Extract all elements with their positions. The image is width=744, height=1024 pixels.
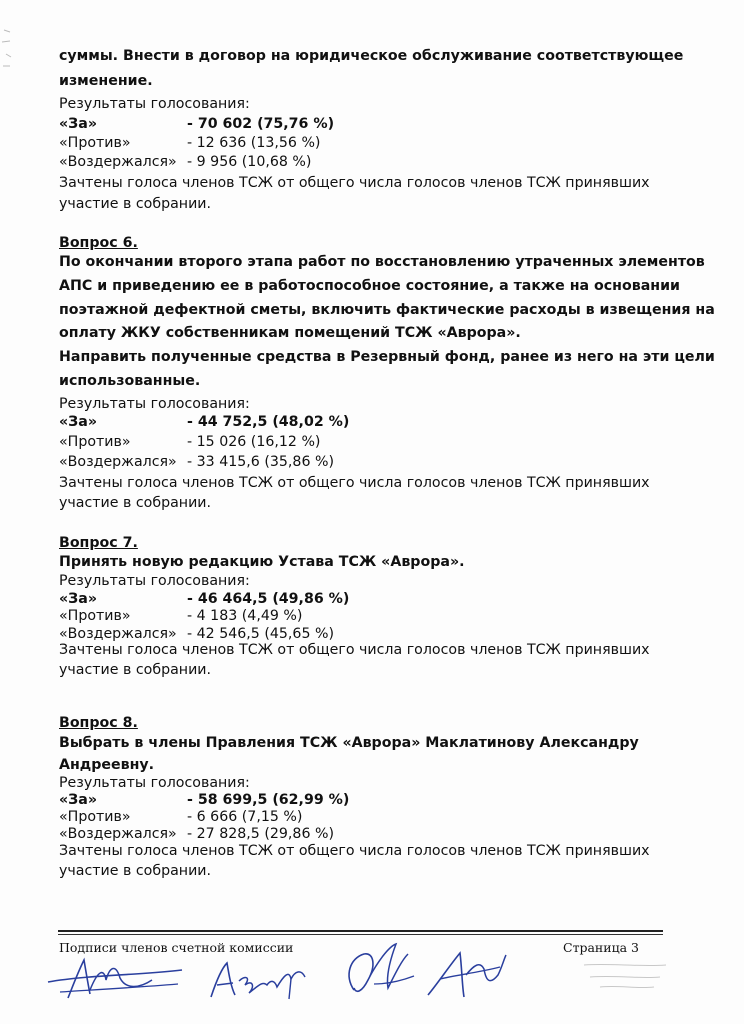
q7-vote-against [59, 607, 302, 625]
q8-title: Вопрос 8. [59, 715, 138, 731]
q6-line-2: АПС и приведению ее в работоспособное состояние, а также на основании [59, 278, 680, 294]
signature-3-icon [340, 940, 420, 1005]
signature-1-icon [40, 950, 190, 1005]
intro-results-label: Результаты голосования: [59, 96, 250, 112]
intro-vote-for [59, 115, 334, 133]
vote-label: «Против» [59, 434, 131, 450]
vote-value: - 42 546,5 (45,65 %) [187, 626, 334, 642]
vote-label: «Против» [59, 135, 131, 151]
vote-value: - 46 464,5 (49,86 %) [187, 591, 350, 607]
q8-line-1: Выбрать в члены Правления ТСЖ «Аврора» Маклатинову Александру [59, 735, 639, 751]
intro-vote-against [59, 134, 320, 152]
vote-value: - 27 828,5 (29,86 %) [187, 826, 334, 842]
q7-line-1: Принять новую редакцию Устава ТСЖ «Аврора». [59, 554, 465, 570]
scan-artifact-icon [580, 955, 670, 995]
vote-value: - 70 602 (75,76 %) [187, 116, 335, 132]
vote-value: - 44 752,5 (48,02 %) [187, 414, 350, 430]
scan-artifact-icon [0, 20, 30, 80]
intro-line-2: изменение. [59, 73, 153, 89]
intro-line-1: суммы. Внести в договор на юридическое обслуживание соответствующее [59, 48, 684, 64]
q8-vote-for [59, 791, 349, 809]
vote-value: - 6 666 (7,15 %) [187, 809, 303, 825]
q6-line-5: Направить полученные средства в Резервный фонд, ранее из него на эти цели [59, 349, 715, 365]
q6-line-4: оплату ЖКУ собственникам помещений ТСЖ «Аврора». [59, 325, 521, 341]
q8-line-2: Андреевну. [59, 757, 155, 773]
q7-title: Вопрос 7. [59, 535, 138, 551]
vote-value: - 9 956 (10,68 %) [187, 154, 312, 170]
q8-note-line-2: участие в собрании. [59, 863, 212, 879]
vote-label: «Воздержался» [59, 826, 177, 842]
signature-2-icon [205, 955, 315, 1005]
vote-label: «Воздержался» [59, 626, 177, 642]
vote-label: «За» [59, 414, 97, 430]
intro-vote-abstain [59, 153, 311, 171]
vote-label: «Против» [59, 809, 131, 825]
vote-label: «За» [59, 792, 97, 808]
q6-vote-abstain [59, 453, 334, 471]
q6-results-label: Результаты голосования: [59, 396, 250, 412]
footer-rule [58, 930, 663, 932]
vote-label: «За» [59, 591, 97, 607]
q8-results-label: Результаты голосования: [59, 775, 250, 791]
q6-title: Вопрос 6. [59, 235, 138, 251]
q6-line-3: поэтажной дефектной сметы, включить фактические расходы в извещения на [59, 302, 715, 318]
vote-value: - 4 183 (4,49 %) [187, 608, 303, 624]
vote-value: - 58 699,5 (62,99 %) [187, 792, 350, 808]
intro-note-line-1: Зачтены голоса членов ТСЖ от общего числа голосов членов ТСЖ принявших [59, 175, 650, 191]
vote-label: «Воздержался» [59, 154, 177, 170]
signature-4-icon [420, 945, 510, 1005]
q8-vote-against [59, 808, 302, 826]
vote-value: - 33 415,6 (35,86 %) [187, 454, 334, 470]
vote-label: «Воздержался» [59, 454, 177, 470]
q8-note-line-1: Зачтены голоса членов ТСЖ от общего числа голосов членов ТСЖ принявших [59, 843, 650, 859]
q6-note-line-1: Зачтены голоса членов ТСЖ от общего числа голосов членов ТСЖ принявших [59, 475, 650, 491]
q6-vote-for [59, 413, 349, 431]
footer-rule-thin [58, 934, 663, 935]
q7-vote-for [59, 590, 349, 608]
q6-vote-against [59, 433, 320, 451]
q7-results-label: Результаты голосования: [59, 573, 250, 589]
q6-note-line-2: участие в собрании. [59, 495, 212, 511]
q7-note-line-2: участие в собрании. [59, 662, 212, 678]
vote-label: «За» [59, 116, 97, 132]
vote-value: - 15 026 (16,12 %) [187, 434, 321, 450]
vote-value: - 12 636 (13,56 %) [187, 135, 321, 151]
page-number: Страница 3 [563, 940, 640, 955]
q6-line-1: По окончании второго этапа работ по восстановлению утраченных элементов [59, 254, 705, 270]
q7-note-line-1: Зачтены голоса членов ТСЖ от общего числа голосов членов ТСЖ принявших [59, 642, 650, 658]
vote-label: «Против» [59, 608, 131, 624]
intro-note-line-2: участие в собрании. [59, 196, 212, 212]
q6-line-6: использованные. [59, 373, 201, 389]
signatures-label: Подписи членов счетной комиссии [59, 940, 294, 955]
